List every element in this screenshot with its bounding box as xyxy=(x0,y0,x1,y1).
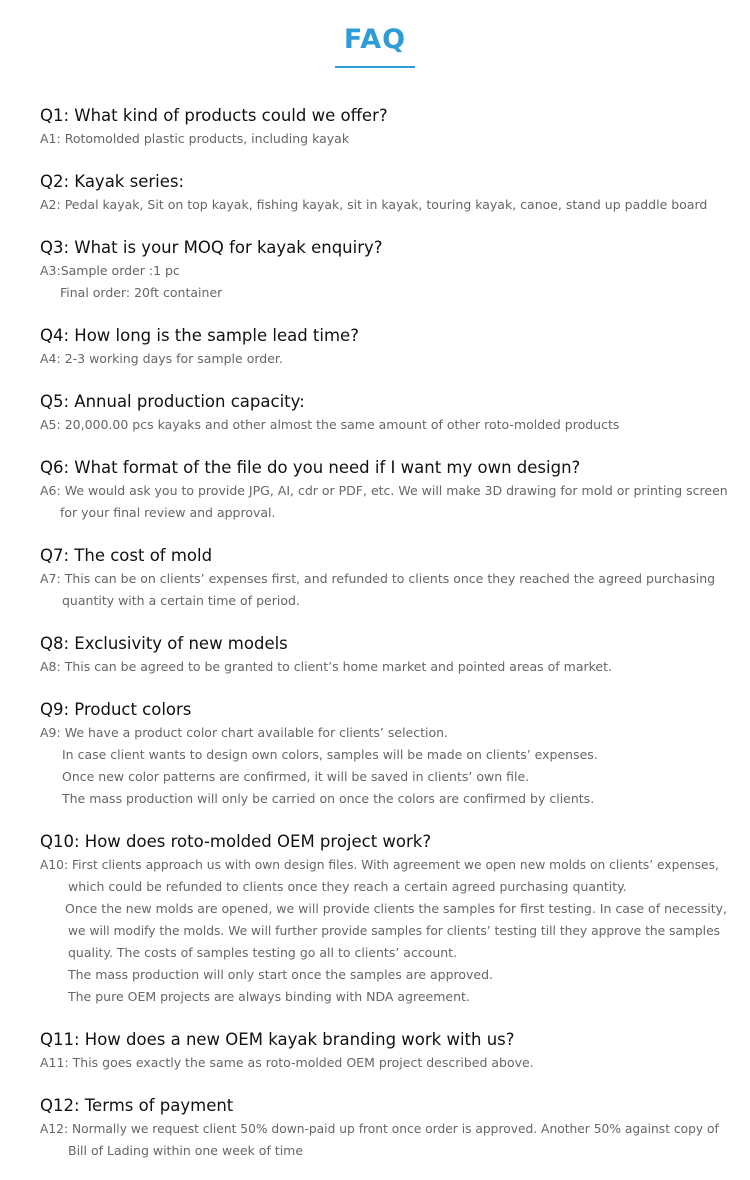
faq-answer-line: A2: Pedal kayak, Sit on top kayak, fishing kayak, sit in kayak, touring kayak, canoe, stand up paddle board xyxy=(40,197,708,212)
faq-answer-line: A9: We have a product color chart available for clients’ selection. xyxy=(40,725,449,740)
faq-answer-line: quality. The costs of samples testing go all to clients’ account. xyxy=(68,945,458,960)
faq-item-12 xyxy=(40,1094,720,1162)
faq-item-11 xyxy=(40,1028,720,1074)
faq-answer-line: which could be refunded to clients once they reach a certain agreed purchasing quantity. xyxy=(68,879,627,894)
faq-question: Q7: The cost of mold xyxy=(40,546,213,565)
faq-question: Q4: How long is the sample lead time? xyxy=(40,326,359,345)
faq-answer-line: A10: First clients approach us with own design files. With agreement we open new molds on clients’ expenses, xyxy=(40,858,719,872)
faq-answer-line: Once the new molds are opened, we will provide clients the samples for first testing. In case of necessity, xyxy=(65,901,728,916)
faq-answer-line: A7: This can be on clients’ expenses first, and refunded to clients once they reached the agreed purchasing xyxy=(40,571,716,586)
faq-item-9 xyxy=(40,698,720,810)
faq-question: Q1: What kind of products could we offer? xyxy=(40,106,388,125)
faq-item-2 xyxy=(40,170,720,216)
faq-answer-line: The mass production will only be carried on once the colors are confirmed by clients. xyxy=(62,791,595,806)
faq-answer-line: A5: 20,000.00 pcs kayaks and other almost the same amount of other roto-molded products xyxy=(40,417,620,432)
faq-answer-line: Final order: 20ft container xyxy=(60,285,223,300)
faq-question: Q8: Exclusivity of new models xyxy=(40,634,288,653)
faq-question: Q9: Product colors xyxy=(40,700,192,719)
faq-item-6 xyxy=(40,456,728,524)
faq-item-3 xyxy=(40,236,720,304)
faq-answer-line: A4: 2-3 working days for sample order. xyxy=(40,351,283,366)
faq-answer-line: Once new color patterns are confirmed, it will be saved in clients’ own file. xyxy=(62,769,530,784)
faq-answer-line: A6: We would ask you to provide JPG, AI, cdr or PDF, etc. We will make 3D drawing for mold or printing screen xyxy=(40,483,728,498)
faq-item-8 xyxy=(40,632,720,678)
faq-question: Q12: Terms of payment xyxy=(40,1096,234,1115)
faq-item-4 xyxy=(40,324,720,370)
faq-item-1 xyxy=(40,104,720,150)
faq-answer-line: The mass production will only start once the samples are approved. xyxy=(68,967,494,982)
faq-question: Q3: What is your MOQ for kayak enquiry? xyxy=(40,238,383,257)
faq-answer-line: A1: Rotomolded plastic products, including kayak xyxy=(40,131,350,146)
page-title: FAQ xyxy=(343,24,407,55)
faq-answer-line: for your final review and approval. xyxy=(60,505,276,520)
faq-item-7 xyxy=(40,544,720,612)
faq-answer-line: A3:Sample order :1 pc xyxy=(40,263,180,278)
faq-answer-line: Bill of Lading within one week of time xyxy=(68,1143,304,1158)
faq-header xyxy=(0,0,750,80)
faq-question: Q5: Annual production capacity: xyxy=(40,392,305,411)
faq-answer-line: A8: This can be agreed to be granted to client’s home market and pointed areas of market. xyxy=(40,659,612,674)
faq-item-5 xyxy=(40,390,720,436)
faq-answer-line: The pure OEM projects are always binding with NDA agreement. xyxy=(68,989,470,1004)
faq-question: Q10: How does roto-molded OEM project work? xyxy=(40,832,432,851)
faq-question: Q6: What format of the file do you need if I want my own design? xyxy=(40,458,581,477)
faq-question: Q11: How does a new OEM kayak branding work with us? xyxy=(40,1030,515,1049)
faq-answer-line: A11: This goes exactly the same as roto-molded OEM project described above. xyxy=(40,1055,534,1070)
title-underline xyxy=(335,66,415,68)
faq-answer-line: we will modify the molds. We will further provide samples for clients’ testing till they approve the samples xyxy=(68,924,720,938)
faq-question: Q2: Kayak series: xyxy=(40,172,185,191)
faq-item-10 xyxy=(40,830,728,1008)
faq-answer-line: quantity with a certain time of period. xyxy=(62,593,300,608)
faq-answer-line: A12: Normally we request client 50% down-paid up front once order is approved. Another 50% against copy of xyxy=(40,1122,719,1136)
faq-answer-line: In case client wants to design own colors, samples will be made on clients’ expenses. xyxy=(62,747,598,762)
